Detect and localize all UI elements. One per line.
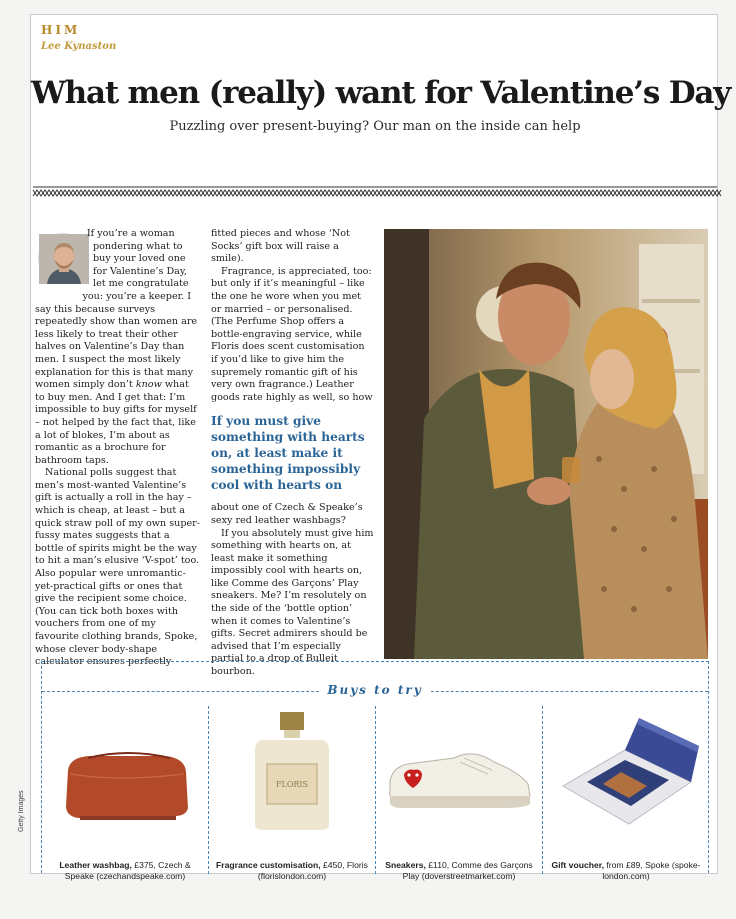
paragraph: If you absolutely must give him something with hearts on, at least make it something impossibly cool with hearts on, like Comme des Garçons’ Play sneakers. Me? I’m resolutely on the side of the ‘bottle option’ when it comes to Valentine’s gifts. Secret admirers should be advised that I’m especially partial to a drop of Bulleit bourbon.: [211, 527, 374, 678]
product-detail: £110, Comme des Garçons Play (doverstreetmarket.com): [402, 860, 533, 881]
product-name: Gift voucher,: [551, 860, 605, 870]
buys-title-text: Buys to try: [319, 683, 430, 697]
product-fragrance[interactable]: [209, 706, 375, 881]
sneaker-image: [384, 712, 534, 832]
paragraph: Fragrance, is appreciated, too: but only if it’s meaningful – like the one he wore when you met or married – or personalised. (The Perfume Shop offers a bottle-engraving service, while Floris does scent customisation if you’d like to give him the supremely romantic gift of his very own fragrance.) Leather goods rate highly as well, so how: [211, 265, 373, 403]
product-name: Sneakers,: [385, 860, 426, 870]
product-name: Fragrance customisation,: [216, 860, 321, 870]
bottle-label: FLORIS: [275, 780, 309, 789]
buys-to-try-panel: [41, 661, 709, 881]
fragrance-bottle-image: [217, 712, 367, 832]
magazine-page: [30, 14, 731, 881]
article-column-2: [211, 228, 374, 678]
pull-quote: If you must give something with hearts on, at least make it something impossibly cool with hearts on: [211, 414, 365, 493]
product-caption: [545, 860, 707, 882]
zigzag-divider: [33, 186, 717, 198]
product-detail: £375, Czech & Speake (czechandspeake.com): [64, 860, 191, 881]
buys-title: [42, 683, 708, 697]
product-detail: from £89, Spoke (spoke-london.com): [602, 860, 701, 881]
product-washbag[interactable]: [42, 706, 208, 881]
product-detail: £450, Floris (florislondon.com): [257, 860, 368, 881]
product-caption: [378, 860, 540, 882]
product-caption: [44, 860, 206, 882]
photo-credit: Getty Images: [18, 790, 25, 832]
paragraph-text: what to buy men. And I get that: I’m impossible to buy gifts for myself – not helped by the fact that, like a lot of blokes, I’m about as romantic as a brochure for bathroom taps.: [35, 379, 197, 466]
couple-photo: [384, 229, 708, 659]
product-gift-voucher[interactable]: [543, 706, 709, 881]
product-sneakers[interactable]: [376, 706, 542, 881]
gift-box-image: [551, 712, 701, 832]
standfirst: Puzzling over present-buying? Our man on the inside can help: [169, 119, 581, 134]
article-column-1: [35, 228, 200, 668]
product-caption: [211, 860, 373, 882]
paragraph: fitted pieces and whose ‘Not Socks’ gift box will raise a smile).: [211, 228, 350, 265]
product-name: Leather washbag,: [59, 860, 132, 870]
paragraph: National polls suggest that men’s most-wanted Valentine’s gift is actually a roll in the hay – which is cheap, at least – but a quick straw poll of my own super-fussy mates suggests that a bottle of spirits might be the way to hit a man’s elusive ‘V-spot’ too. Also popular were unromantic-yet-practical gifts or ones that give the recipient some choice. (You can tick both boxes with vouchers from one of my favourite clothing brands, Spoke, whose clever body-shape calculator ensures perfectly: [35, 467, 200, 668]
emphasis-text: know: [135, 379, 162, 391]
section-label: HIM: [41, 23, 81, 37]
washbag-image: [50, 712, 200, 832]
paragraph: about one of Czech & Speake’s sexy red leather washbags?: [211, 502, 363, 526]
byline: Lee Kynaston: [41, 41, 117, 52]
paragraph-text: If you’re a woman pondering what to buy your loved one for Valentine’s Day, let me congratulate you: you’re a keeper. I say this because surveys repeatedly show than women are less likely to treat their other halves on Valentine’s Day than men. I suspect the most likely explanation for this is that many women simply don’t: [35, 228, 198, 391]
headline: What men (really) want for Valentine’s Day: [31, 75, 731, 111]
